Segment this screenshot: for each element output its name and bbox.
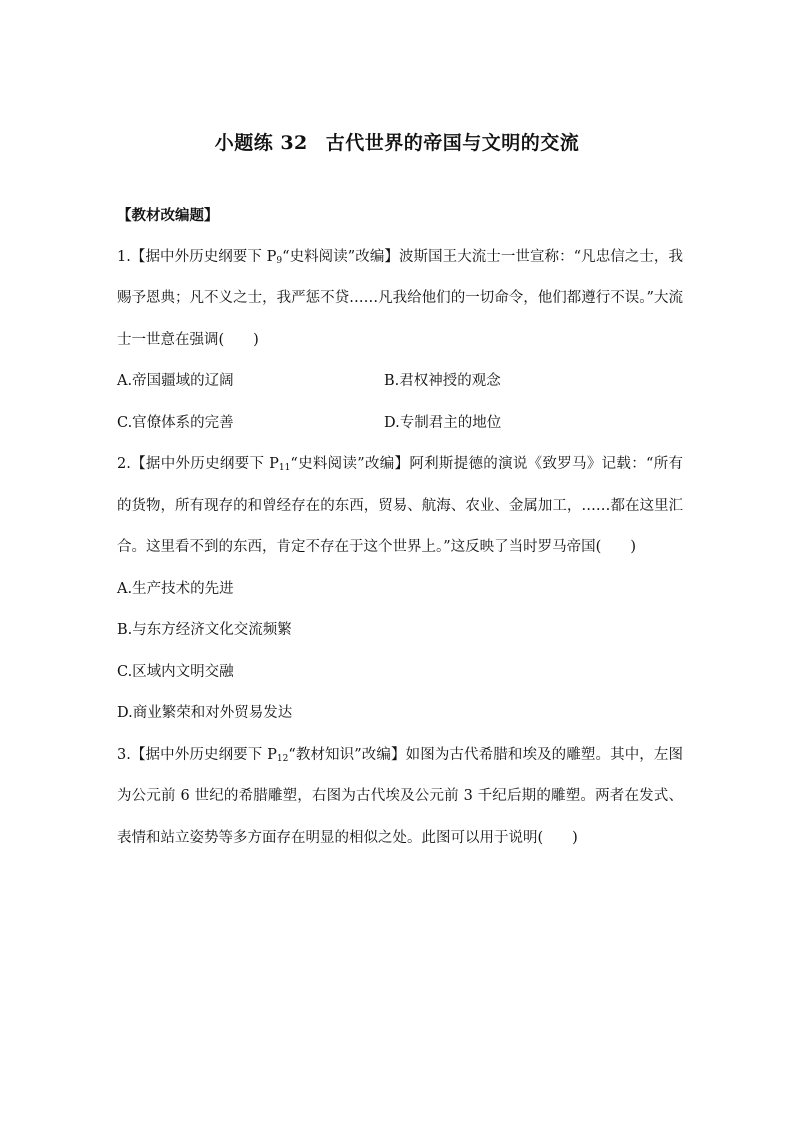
question-1-option-a[interactable]: A.帝国疆域的辽阔 [117,373,234,389]
question-3-page-number: 12 [276,753,289,764]
question-3 [117,735,683,860]
question-1-option-b[interactable]: B.君权神授的观念 [384,373,501,389]
question-2-page-number: 11 [278,463,291,473]
question-2-option-b[interactable]: B.与东方经济文化交流频繁 [117,622,292,638]
question-2 [117,444,683,569]
question-1-page-number: 9 [276,255,283,266]
title-prefix: 小题练 32 [214,132,308,154]
question-2-source: 2.【据中外历史纲要下 P [117,456,279,472]
question-1 [117,237,683,362]
question-3-source: 3.【据中外历史纲要下 P [117,746,277,763]
question-2-option-a[interactable]: A.生产技术的先进 [117,580,234,597]
question-1-options-row-2 [117,403,683,445]
question-2-option-c[interactable]: C.区域内文明交融 [117,663,234,680]
question-3-text: “教材知识”改编】如图为古代希腊和埃及的雕塑。其中，左图为公元前 6 世纪的希腊雕塑，右图为古代埃及公元前 3 千纪后期的雕塑。两者在发式、表情和站立姿势等多方面存在明显的相似之处。此图可以用于说明( ) [117,746,684,846]
question-1-option-c[interactable]: C.官僚体系的完善 [117,414,234,431]
question-1-text: “史料阅读”改编】波斯国王大流士一世宣称：“凡忠信之士，我赐予恩典；凡不义之士，我严惩不贷……凡我给他们的一切命令，他们都遵行不误。”大流士一世意在强调( ) [117,248,683,348]
section-heading: 【教材改编题】 [117,207,219,224]
question-2-text: “史料阅读”改编】阿利斯提德的演说《致罗马》记载：“所有的货物，所有现存的和曾经存在的东西，贸易、航海、农业、金属加工，……都在这里汇合。这里看不到的东西，肯定不存在于这个世界上。”这反映了当时罗马帝国( ) [117,456,683,555]
question-2-option-d[interactable]: D.商业繁荣和对外贸易发达 [117,705,293,721]
title-main: 古代世界的帝国与文明的交流 [325,132,580,154]
page-title [0,128,794,155]
question-1-options-row-1 [117,361,683,403]
question-1-option-d[interactable]: D.专制君主的地位 [384,414,502,431]
question-1-source: 1.【据中外历史纲要下 P [117,248,277,265]
document-body [117,195,683,859]
